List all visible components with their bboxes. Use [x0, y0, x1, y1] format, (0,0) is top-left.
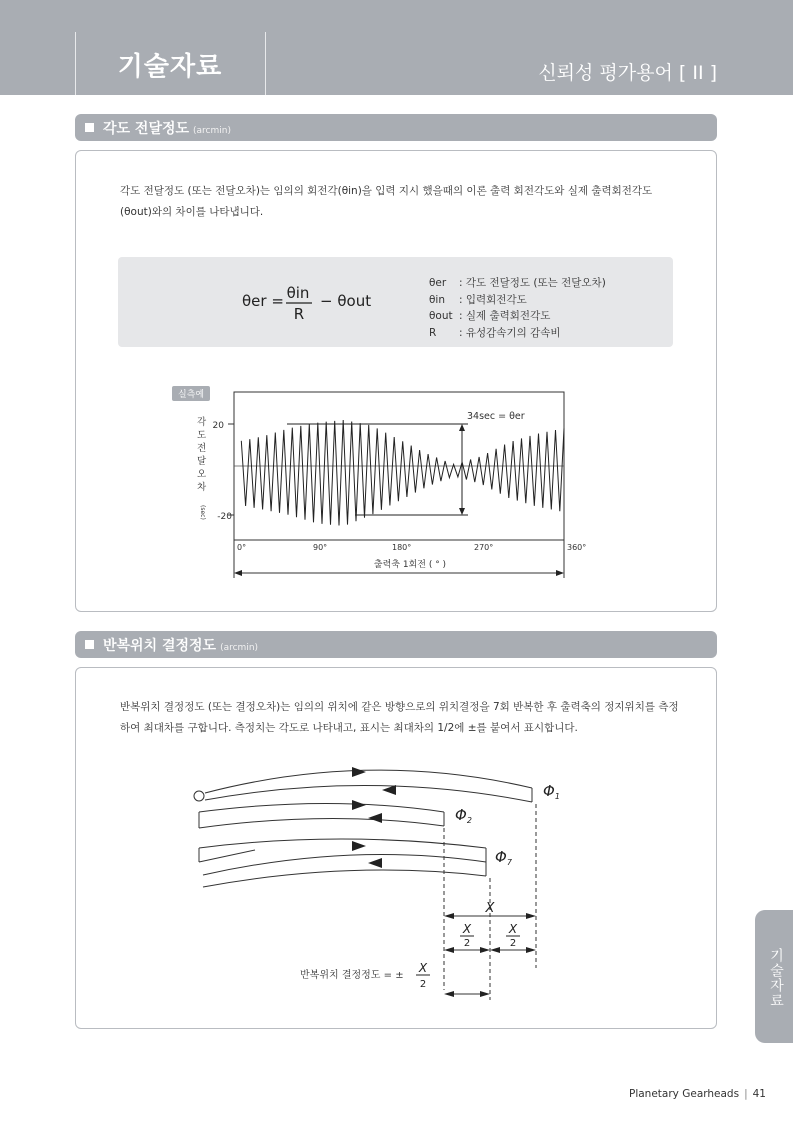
x-tick-label: 270° [474, 543, 494, 552]
section-title: 각도 전달정도 [103, 121, 190, 137]
result-label: 반복위치 결정정도 = ± [300, 970, 404, 981]
formula-lhs: θer = [242, 292, 284, 310]
phi-2-label: $\Phi_2$ [455, 806, 472, 825]
side-tab-label: 기술자료 [768, 948, 784, 1008]
y-tick-label: -20 [217, 512, 232, 522]
x-tick-label: 90° [313, 543, 328, 552]
arrow-left-icon [368, 858, 382, 868]
side-tab[interactable] [755, 910, 793, 1043]
arrow-left-icon [490, 947, 500, 953]
repeatability-description: 반복위치 결정정도 (또는 결정오차)는 임의의 위치에 같은 방향으로의 위치결정을 7회 반복한 후 출력축의 정지위치를 측정하여 최대차를 구합니다. 측정치는 각도로 나타내고, 표시는 최대차의 1/2에 ±를 붙여서 표시합니다. [120, 701, 679, 734]
definition-symbol: θer [429, 277, 447, 289]
definition-text: : 유성감속기의 감속비 [459, 326, 561, 339]
travel-path [199, 804, 444, 813]
half-num: X [462, 922, 472, 936]
definition-text: : 실제 출력회전각도 [459, 310, 551, 322]
example-badge: 실측예 [172, 386, 210, 401]
er-annotation: 34sec = θer [467, 411, 525, 422]
page-number: 41 [752, 1088, 766, 1100]
start-point-icon [194, 791, 204, 801]
definition-symbol: R [429, 326, 437, 339]
travel-path [205, 770, 532, 793]
section-unit: (arcmin) [220, 643, 259, 653]
formula-denominator: R [293, 305, 305, 323]
arrow-right-icon [480, 947, 490, 953]
arrow-left-icon [382, 785, 396, 795]
phi-7-label: $\Phi_7$ [495, 848, 512, 867]
arrow-right-icon [352, 800, 366, 810]
arrow-right-icon [526, 913, 536, 919]
angular-accuracy-description: 각도 전달정도 (또는 전달오차)는 임의의 회전각(θin)을 입력 지시 했을때의 이론 출력 회전각도와 실제 출력회전각도 (θout)와의 차이를 나타냅니다. [120, 185, 653, 218]
x-label: X [485, 901, 495, 916]
definition-symbol: θin [429, 293, 445, 306]
y-axis-unit: (sec) [199, 505, 206, 520]
arrow-left-icon [444, 991, 454, 997]
definition-symbol: θout [429, 310, 453, 322]
arrow-right-icon [526, 947, 536, 953]
y-tick-label: 20 [212, 421, 224, 431]
x-tick-label: 0° [237, 543, 247, 552]
x-tick-label: 180° [392, 543, 412, 552]
x-axis-label: 출력축 1회전 ( ° ) [373, 560, 447, 570]
arrow-left-icon [444, 913, 454, 919]
header-subtitle: 신뢰성 평가용어 [ II ] [538, 62, 717, 84]
definition-text: : 입력회전각도 [459, 293, 527, 306]
formula-numerator: θin [286, 284, 310, 302]
travel-path [205, 785, 532, 802]
arrow-right-icon [480, 991, 490, 997]
page-footer [629, 1088, 766, 1100]
section-unit: (arcmin) [193, 126, 231, 136]
half-den: 2 [463, 938, 471, 949]
footer-text: Planetary Gearheads [629, 1088, 740, 1100]
arrow-left-icon [368, 813, 382, 823]
travel-path [199, 818, 444, 828]
arrow-right-icon [352, 841, 366, 851]
half-num: X [508, 922, 518, 936]
result-num: X [418, 961, 428, 975]
travel-path [199, 850, 255, 862]
half-den: 2 [509, 938, 517, 949]
definition-text: : 각도 전달정도 (또는 전달오차) [459, 277, 606, 289]
formula-minus-term: − θout [320, 292, 372, 310]
arrow-right-icon [352, 767, 366, 777]
footer-separator: | [744, 1088, 748, 1100]
travel-path [199, 839, 486, 848]
header-title: 기술자료 [117, 52, 223, 82]
arrow-left-icon [444, 947, 454, 953]
section-title: 반복위치 결정정도 [103, 638, 217, 654]
x-tick-label: 360° [567, 543, 587, 552]
y-axis-label: 각 도 전 달 오 차 [197, 417, 207, 493]
phi-1-label: $\Phi_1$ [543, 782, 560, 801]
result-den: 2 [419, 979, 427, 990]
